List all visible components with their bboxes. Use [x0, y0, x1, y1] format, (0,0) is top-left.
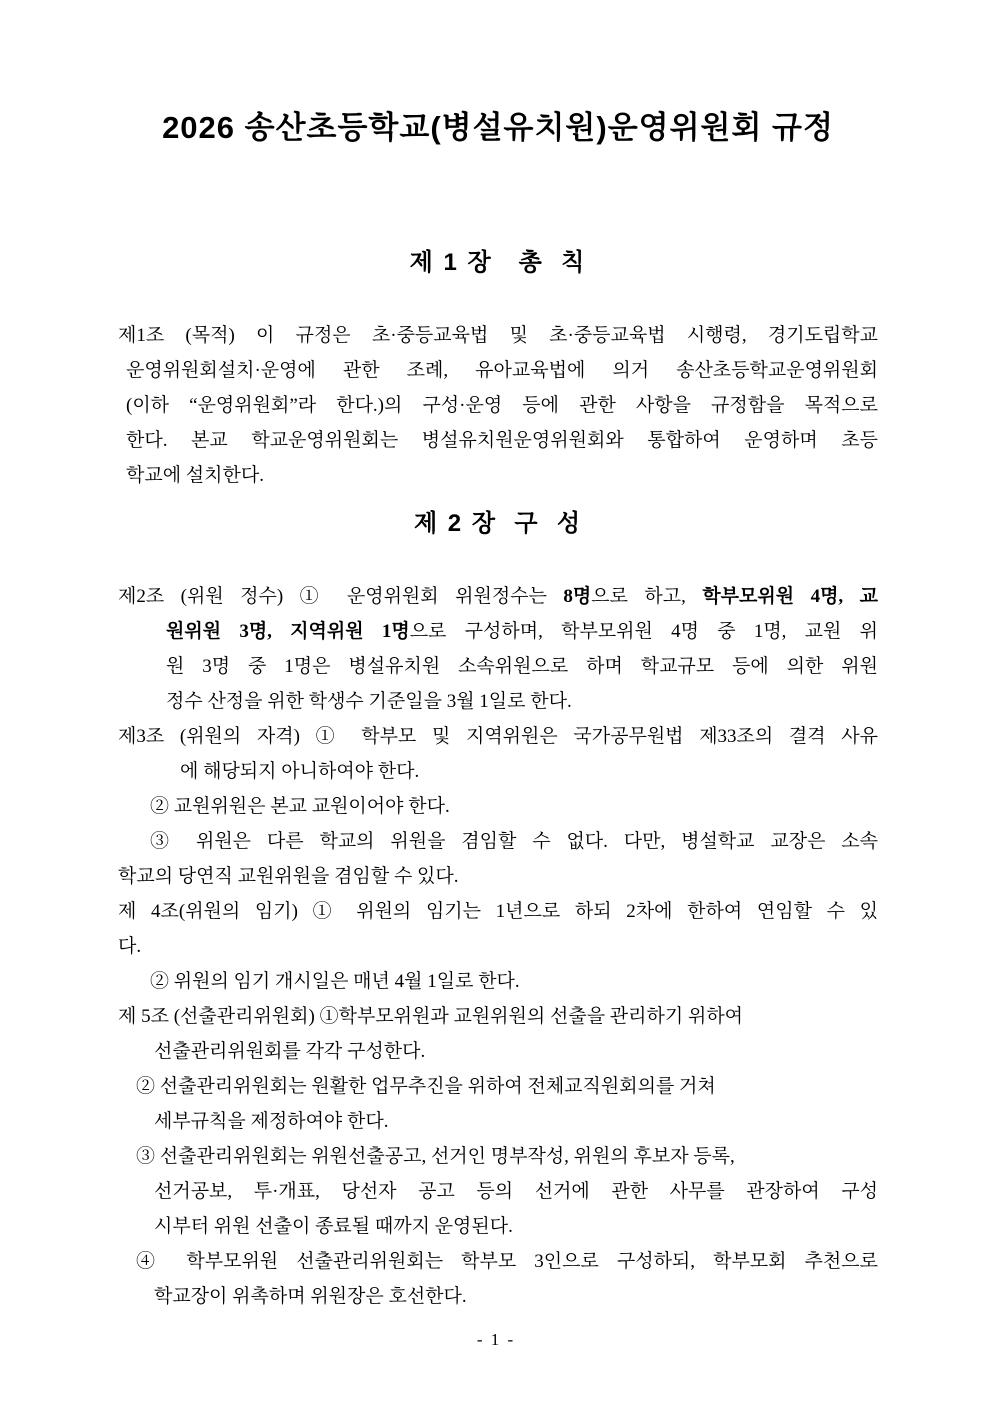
- text-line: [118, 859, 878, 894]
- text-line: [118, 1174, 878, 1209]
- text-line: [118, 1069, 878, 1104]
- text-line: [118, 1034, 878, 1069]
- text-run: 한다. 본교 학교운영위원회는 병설유치원운영위원회와 통합하여 운영하며 초등: [126, 430, 878, 451]
- text-run: ② 교원위원은 본교 교원이어야 한다.: [150, 796, 450, 817]
- text-line: [118, 684, 878, 719]
- text-line: [118, 789, 878, 824]
- text-run: 제1조 (목적) 이 규정은 초·중등교육법 및 초·중등교육법 시행령, 경기도립학교: [118, 325, 878, 346]
- text-run: 운영위원회설치·운영에 관한 조례, 유아교육법에 의거 송산초등학교운영위원회: [126, 360, 878, 381]
- document-content: [0, 104, 992, 1314]
- text-run: 다.: [118, 936, 142, 957]
- text-line: [118, 579, 878, 614]
- bold-text-run: 원위원 3명, 지역위원 1명: [166, 621, 410, 642]
- text-run: ② 위원의 임기 개시일은 매년 4월 1일로 한다.: [150, 971, 520, 992]
- text-line: [118, 649, 878, 684]
- text-line: [118, 999, 878, 1034]
- text-line: [118, 1104, 878, 1139]
- article-5: [118, 999, 878, 1314]
- text-run: 시부터 위원 선출이 종료될 때까지 운영된다.: [154, 1216, 513, 1237]
- text-line: [118, 964, 878, 999]
- text-line: [118, 388, 878, 423]
- text-line: [118, 318, 878, 353]
- text-run: 학교장이 위촉하며 위원장은 호선한다.: [154, 1286, 467, 1307]
- text-run: 제2조 (위원 정수) ① 운영위원회 위원정수는: [118, 586, 564, 607]
- text-run: 정수 산정을 위한 학생수 기준일을 3월 1일로 한다.: [166, 691, 572, 712]
- chapter-2-heading: 제 2 장 구 성: [413, 510, 583, 537]
- text-run: 학교의 당연직 교원위원을 겸임할 수 있다.: [118, 866, 459, 887]
- text-run: ③ 위원은 다른 학교의 위원을 겸임할 수 없다. 다만, 병설학교 교장은 소속: [150, 831, 878, 852]
- text-run: 세부규칙을 제정하여야 한다.: [154, 1111, 389, 1132]
- bold-text-run: 학부모위원 4명, 교: [702, 586, 878, 607]
- text-run: 제3조 (위원의 자격) ① 학부모 및 지역위원은 국가공무원법 제33조의 결격 사유: [118, 726, 878, 747]
- document-body: [118, 246, 878, 1314]
- text-run: 에 해당되지 아니하여야 한다.: [180, 761, 420, 782]
- text-line: [118, 1244, 878, 1279]
- page-number: - 1 -: [476, 1330, 516, 1349]
- article-1: [118, 318, 878, 493]
- text-line: [118, 1139, 878, 1174]
- text-run: 제 5조 (선출관리위원회) ①학부모위원과 교원위원의 선출을 관리하기 위하여: [118, 1006, 744, 1027]
- text-line: [118, 1279, 878, 1314]
- text-line: [118, 719, 878, 754]
- text-line: [118, 1209, 878, 1244]
- text-run: (이하 “운영위원회”라 한다.)의 구성·운영 등에 관한 사항을 규정함을 목적으로: [126, 395, 878, 416]
- text-run: 으로 하고,: [591, 586, 703, 607]
- text-run: 학교에 설치한다.: [126, 465, 264, 486]
- text-run: ③ 선출관리위원회는 위원선출공고, 선거인 명부작성, 위원의 후보자 등록,: [136, 1146, 735, 1167]
- text-line: [118, 894, 878, 929]
- text-line: [118, 754, 878, 789]
- text-line: [118, 353, 878, 388]
- text-run: 선출관리위원회를 각각 구성한다.: [154, 1041, 426, 1062]
- text-line: [118, 824, 878, 859]
- page-title: 2026 송산초등학교(병설유치원)운영위원회 규정: [162, 110, 834, 145]
- text-run: 으로 구성하며, 학부모위원 4명 중 1명, 교원 위: [409, 621, 878, 642]
- article-4: [118, 894, 878, 999]
- text-line: [118, 929, 878, 964]
- chapter-1-heading: 제 1 장 총 칙: [409, 249, 587, 276]
- bold-text-run: 8명: [563, 586, 592, 607]
- text-run: 선거공보, 투·개표, 당선자 공고 등의 선거에 관한 사무를 관장하여 구성: [154, 1181, 878, 1202]
- text-run: 제 4조(위원의 임기) ① 위원의 임기는 1년으로 하되 2차에 한하여 연임할 수 있: [118, 901, 878, 922]
- text-run: ② 선출관리위원회는 원활한 업무추진을 위하여 전체교직원회의를 거쳐: [136, 1076, 716, 1097]
- text-line: [118, 614, 878, 649]
- text-line: [118, 458, 878, 493]
- text-line: [118, 423, 878, 458]
- text-run: ④ 학부모위원 선출관리위원회는 학부모 3인으로 구성하되, 학부모회 추천으로: [136, 1251, 878, 1272]
- text-run: 원 3명 중 1명은 병설유치원 소속위원으로 하며 학교규모 등에 의한 위원: [166, 656, 878, 677]
- article-2: [118, 579, 878, 719]
- article-3: [118, 719, 878, 894]
